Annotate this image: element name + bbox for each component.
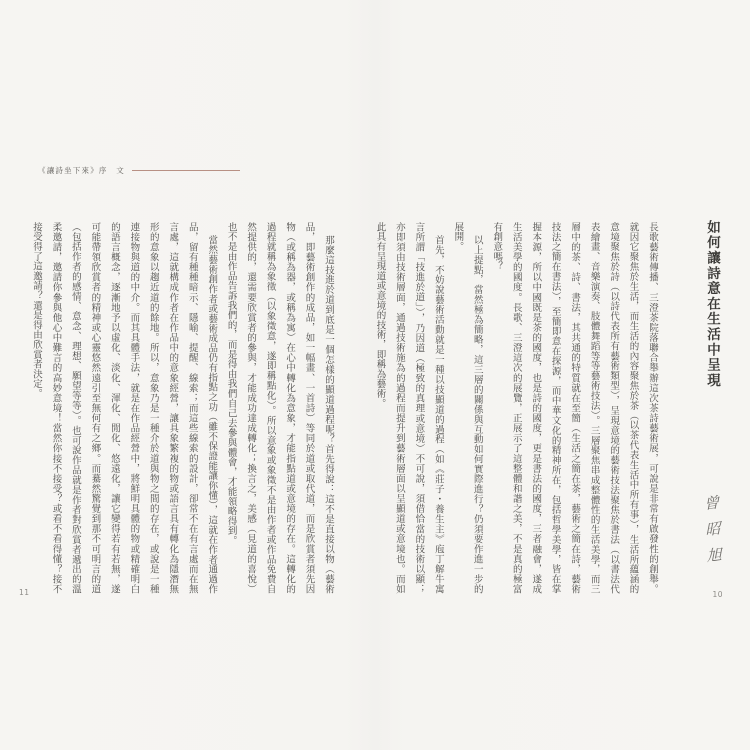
body-paragraph: 當然藝術創作者或藝術成品仍有指點之功（雖不保證能讓你懂），這就在作者通過作品，留有種種暗示、隱喻、提醒、線索；而這些線索的設計，卻常不在有言處而在無言處，這就構成作者在作品中的意象經營，讓具象繁複的物或語言具有轉化為隱潛無形的意象以趨近道的餘地。所以，意象乃是一種介於道與物之間的存在，或說是一種連接物與道的中介。而其具體手法，就是在作品經營中，將鮮明具體的物或精確明白的語言概念，逐漸地予以虛化、淡化、渾化、閒化、悠遠化，讓它變得若有若無，遂可能帶領欣賞者的精神或心靈悠然遠引至無何有之鄉。而驀然驚覺到那不可明言的道（包括作者的感情、意念、理想、願望等等）。也可說作品就是作者對欣賞者遞出的溫柔邀請，邀請你參與他心中難言的高妙意境！當然你接不接受？或看不看得懂？接不接受得了這邀請？還是得由欣賞者決定。 [30,222,218,594]
author-signature: 曾昭旭 [701,494,724,575]
body-paragraph: 首先，不妨說藝術活動就是一種以技顯道的過程（如《莊子・養生主》庖丁解牛寓言所謂「技進於道」），乃因道（極致的真理或意境）不可說，須借恰當的技術以顯；亦即須由技術層面，通過技術施為的過程而提升到藝術層面以呈顯道或意境也。而如此具有呈現道或意境的技術，即稱為藝術。 [374,222,444,594]
running-header-title: 《讓詩坐下來》序 文 [38,165,125,175]
preface-title: 如何讓詩意在生活中呈現 [704,220,720,389]
body-paragraph: 以上提點，當然極為簡略，這三層的關係與互動如何實際進行？仍須要作進一步的展開。 [452,222,483,594]
body-paragraph: 長歌藝術傳播、三澄茶院落聯合舉辦這次茶詩藝術展，可說是非常有啟發性的創舉。就因它聚焦於生活，而生活的內容聚焦於茶（以茶代表生活中所有事），生活所蘊涵的意境聚焦於詩（以詩代表所有藝術類型），呈現意境的藝術技法聚焦於書法（以書法代表繪畫、音樂演奏、肢體舞蹈等等藝術技法）。三層聚焦串成整體性的生活美學，而三層中的茶、詩、書法，其共通的特質就在至簡（生活之簡在茶，藝術之簡在詩，藝術技法之簡在書法），至簡即意在探源，而中華文化的精神所在，包括哲學美學，皆在掌握本源，所以中國既是茶的國度，也是詩的國度，更是書法的國度，三者融會，遂成生活美學的國度。長歌、三澄這次的展覽，正展示了這整體和諧之美，不是真的極富有創意嗎？ [491,222,658,594]
header-rule [132,170,240,171]
left-page-body [27,222,339,594]
body-paragraph: 那麼這技進於道到底是一個怎樣的顯道過程呢？首先得說：這不是直接以物（藝術品，即藝術創作的成品，如一幅畫、一首詩）等同於道或取代道，而是欣賞者須先因物（或稱為器，或稱為寓）在心中轉化為意象，才能指點道或意境的存在。這轉化的過程就稱為象徵（以象徵意，遂即稱點化）。所以意象或象徵不是由作者或作品免費自然提供的，還需要欣賞者的參與，才能成功達成轉化；換言之，美感（見道的喜悅）也不是由作品告訴我們的，而是得由我們自己去參與體會，才能領略得到。 [225,222,334,594]
right-page-body [370,222,662,594]
page-number-left: 11 [19,588,30,597]
page-number-right: 10 [712,590,723,599]
running-header [38,164,240,176]
